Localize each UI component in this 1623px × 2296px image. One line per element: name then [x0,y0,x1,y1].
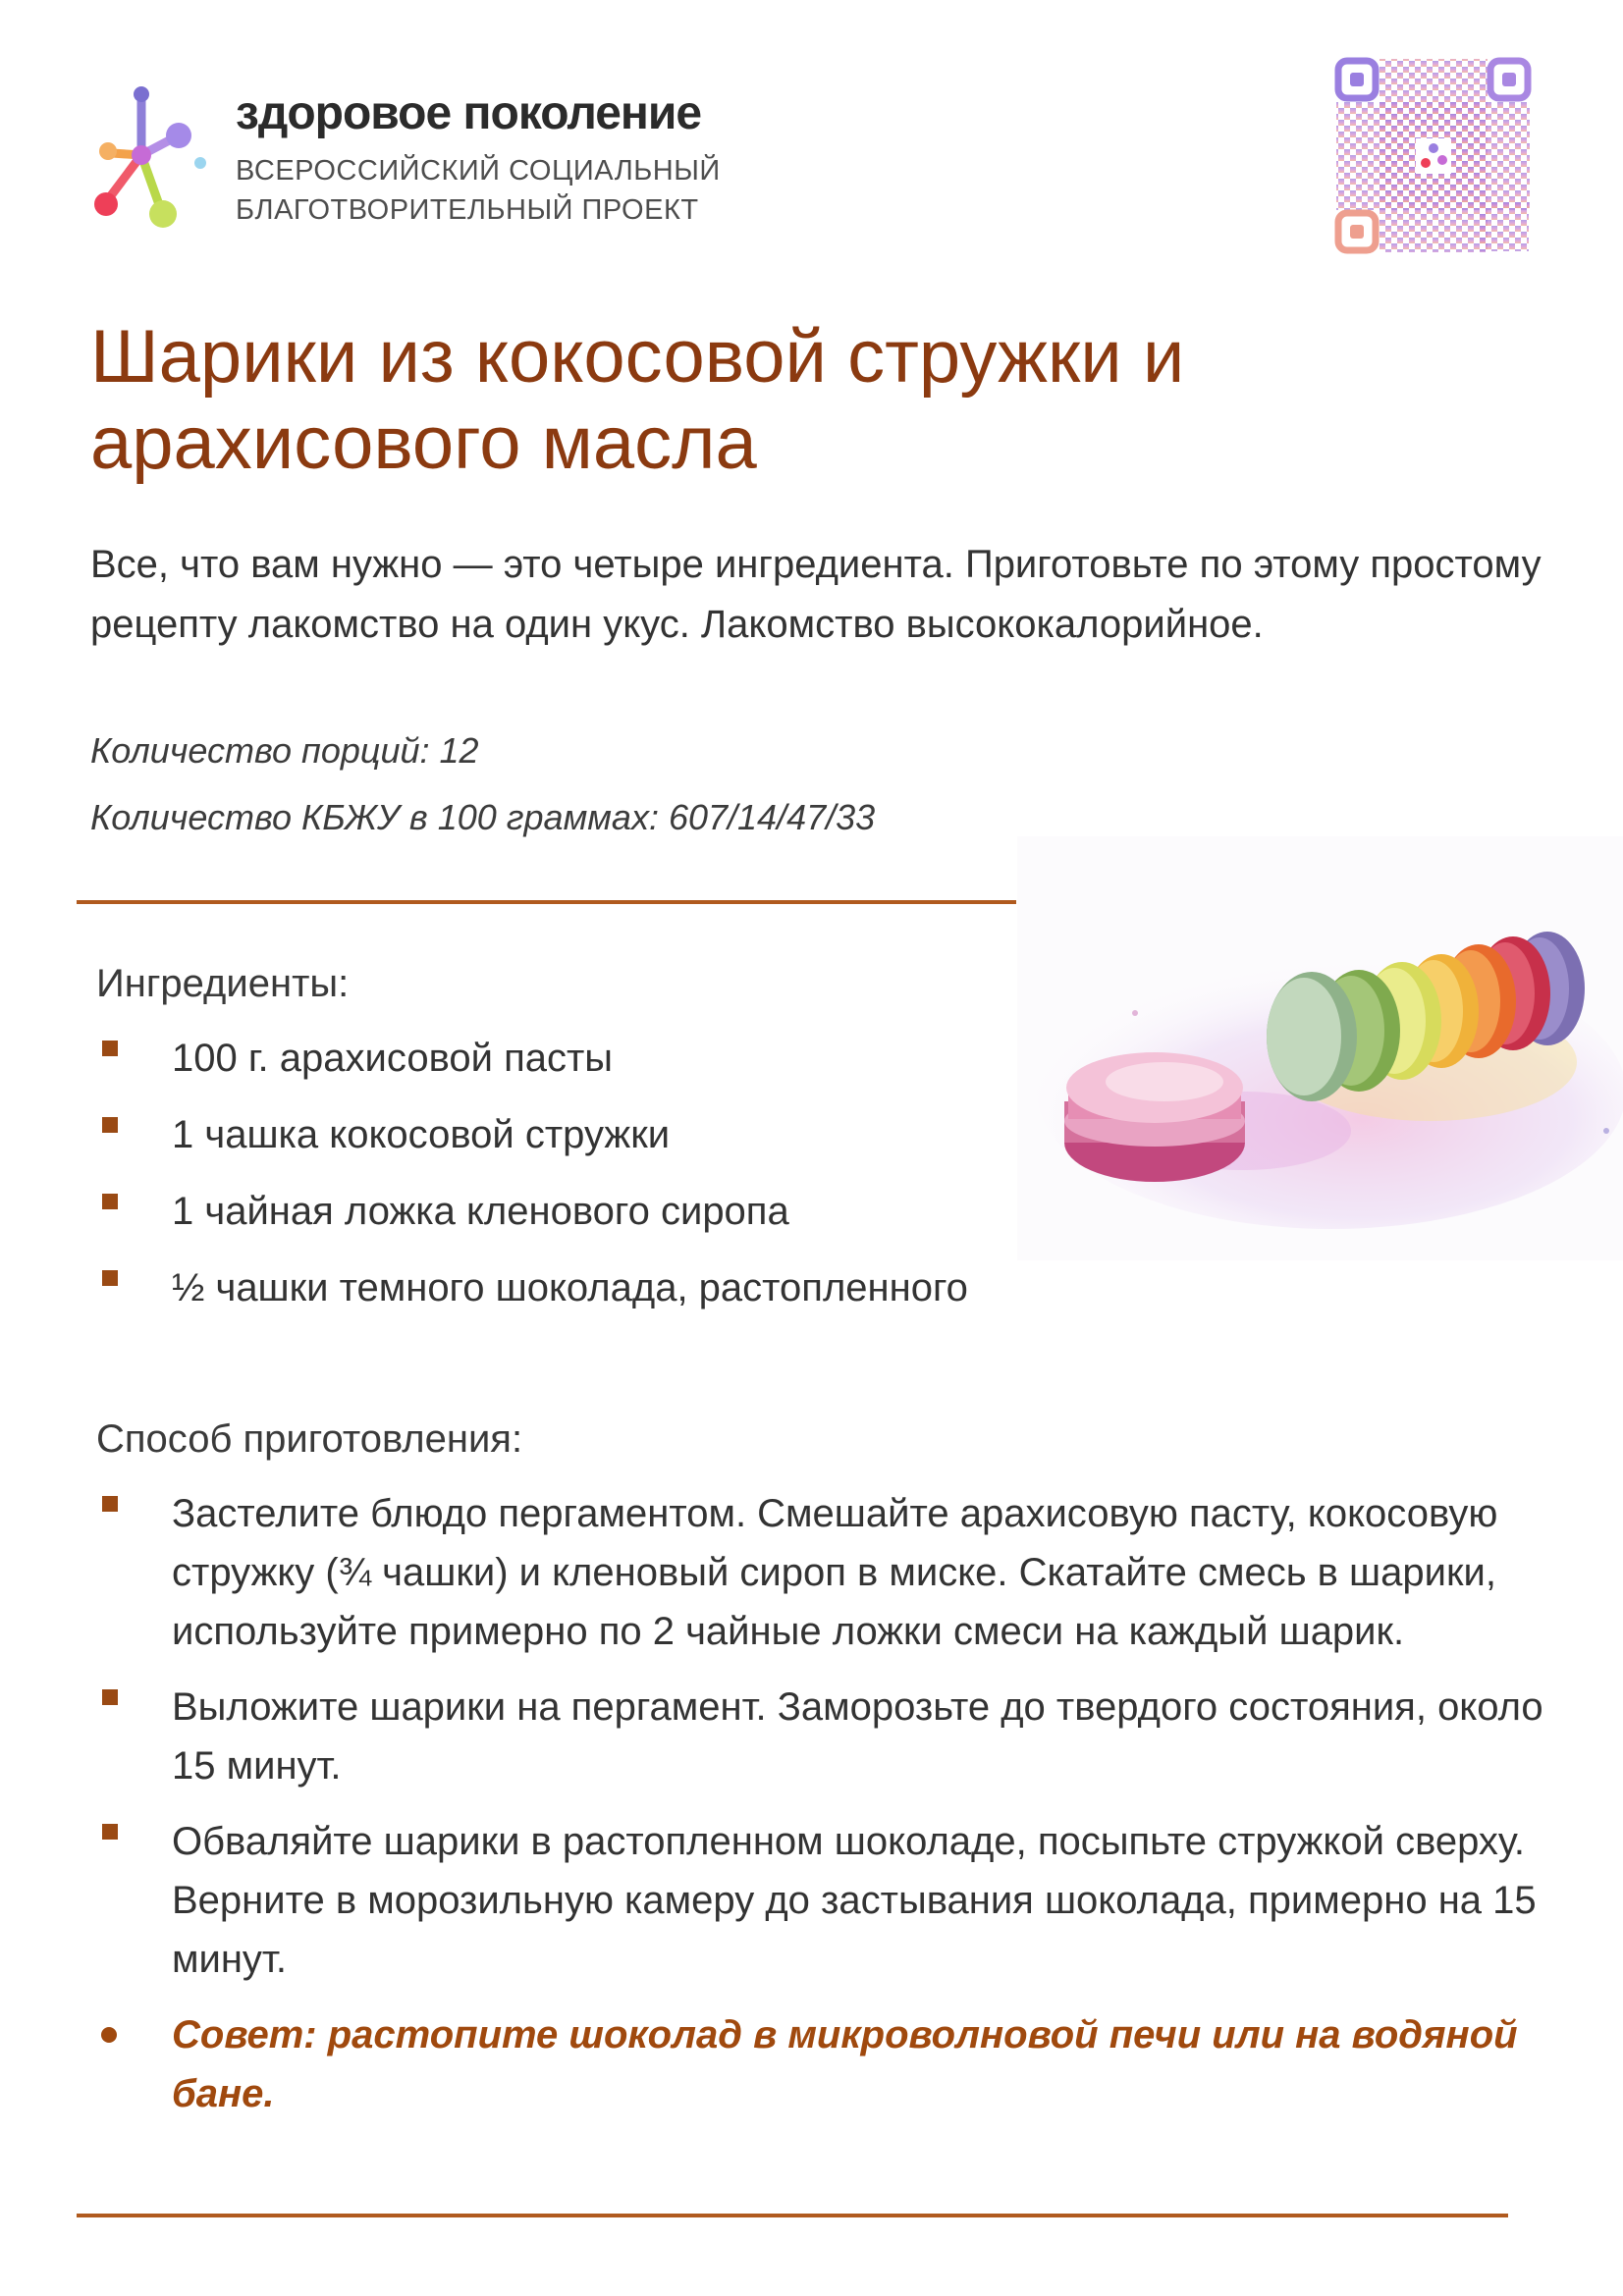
list-item [96,1182,1549,1258]
ingredient-text: 100 г. арахисовой пасты [172,1037,614,1080]
step-text: Обваляйте шарики в растопленном шоколаде, посыпьте стружкой сверху. Верните в морозильную камеру до застывания шоколада, примерно на 15 минут. [172,1820,1537,1981]
square-bullet-icon [102,1041,118,1056]
ingredient-text: 1 чашка кокосовой стружки [172,1113,671,1156]
list-item [96,1105,1549,1182]
square-bullet-icon [102,1689,118,1705]
list-item [96,1029,1549,1105]
square-bullet-icon [102,1194,118,1209]
divider-top [77,900,1016,904]
round-bullet-icon [101,2027,117,2043]
tip-text: Совет: растопите шоколад в микроволновой печи или на водяной бане. [172,2013,1518,2115]
recipe-title: Шарики из кокосовой стружки и арахисового масла [90,315,1185,485]
ingredient-text: 1 чайная ложка кленового сиропа [172,1190,789,1233]
square-bullet-icon [102,1824,118,1840]
divider-bottom [77,2214,1508,2217]
ingredients-list [96,1029,1549,1335]
list-item [96,1258,1549,1335]
list-item [96,1812,1549,1989]
steps-list [96,1484,1549,2140]
brand-subtitle-line1: ВСЕРОССИЙСКИЙ СОЦИАЛЬНЫЙ [236,155,721,187]
nutrition-kbju: Количество КБЖУ в 100 граммах: 607/14/47/33 [90,797,876,837]
step-text: Выложите шарики на пергамент. Заморозьте до твердого состояния, около 15 минут. [172,1685,1543,1788]
qr-code-icon [1332,55,1534,256]
list-item [96,1678,1549,1795]
square-bullet-icon [102,1117,118,1133]
ingredients-heading: Ингредиенты: [96,962,350,1005]
square-bullet-icon [102,1270,118,1286]
brand-name: здоровое поколение [236,87,702,139]
square-bullet-icon [102,1496,118,1512]
list-item [96,1484,1549,1661]
method-heading: Способ приготовления: [96,1417,523,1461]
tip-item [96,2005,1549,2123]
molecule-logo-icon [84,77,212,234]
ingredient-text: ½ чашки темного шоколада, растопленного [172,1266,968,1309]
brand-subtitle-line2: БЛАГОТВОРИТЕЛЬНЫЙ ПРОЕКТ [236,194,699,226]
recipe-intro: Все, что вам нужно — это четыре ингредиента. Приготовьте по этому простому рецепту лакомство на один укус. Лакомство высококалорийное. [90,543,1542,646]
servings-count: Количество порций: 12 [90,730,479,771]
step-text: Застелите блюдо пергаментом. Смешайте арахисовую пасту, кокосовую стружку (¾ чашки) и кленовый сироп в миске. Скатайте смесь в шарики, используйте примерно по 2 чайные ложки смеси на каждый шарик. [172,1492,1498,1653]
